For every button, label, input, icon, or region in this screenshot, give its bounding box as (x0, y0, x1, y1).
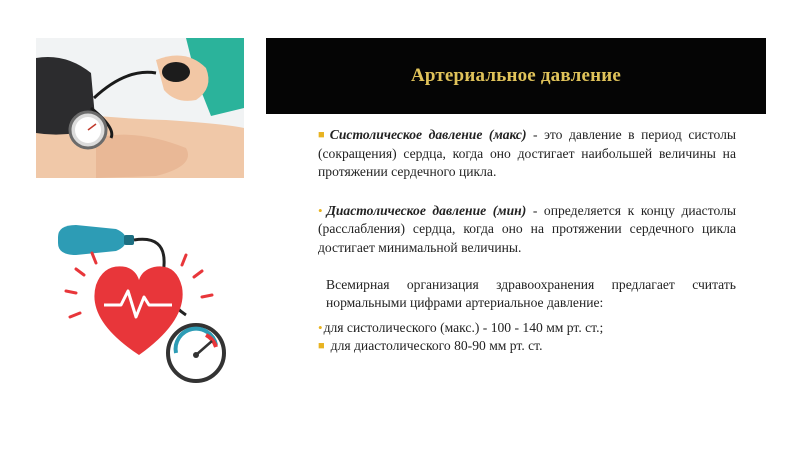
heart-tonometer-illustration (36, 205, 256, 395)
norm-diastolic-text: для диастолического 80-90 мм рт. ст. (330, 338, 543, 354)
systolic-text: - это давление в период систолы (сокращения) сердца, когда оно достигает наибольшей величины на протяжении сердечного цикла. (318, 127, 736, 180)
systolic-paragraph (318, 126, 736, 182)
tonometer-photo-icon (36, 38, 244, 178)
slide-title: Артериальное давление (410, 65, 622, 86)
diastolic-text: - определяется к концу диастолы (расслабления) сердца, когда оно на протяжении сердечного цикла достигает минимальной величины. (318, 202, 737, 255)
title-bar (266, 38, 766, 114)
norm-diastolic (318, 337, 736, 356)
dot-bullet-icon: • (318, 319, 323, 335)
square-bullet-icon: ■ (318, 129, 328, 141)
blood-pressure-photo (36, 38, 244, 178)
diastolic-term: Диастолическое давление (мин) (326, 202, 527, 218)
who-paragraph: Всемирная организация здравоохранения предлагает считать нормальными цифрами артериальное давление: (326, 276, 736, 311)
dot-bullet-icon: • (318, 202, 323, 218)
systolic-term: Систолическое давление (макс) (329, 127, 527, 142)
heart-tonometer-icon (36, 205, 256, 395)
slide-content (318, 126, 736, 356)
norm-systolic-text: для систолического (макс.) - 100 - 140 мм рт. ст.; (323, 319, 604, 335)
square-bullet-icon: ■ (318, 340, 325, 353)
diastolic-paragraph (318, 202, 736, 258)
norm-systolic (318, 319, 736, 338)
